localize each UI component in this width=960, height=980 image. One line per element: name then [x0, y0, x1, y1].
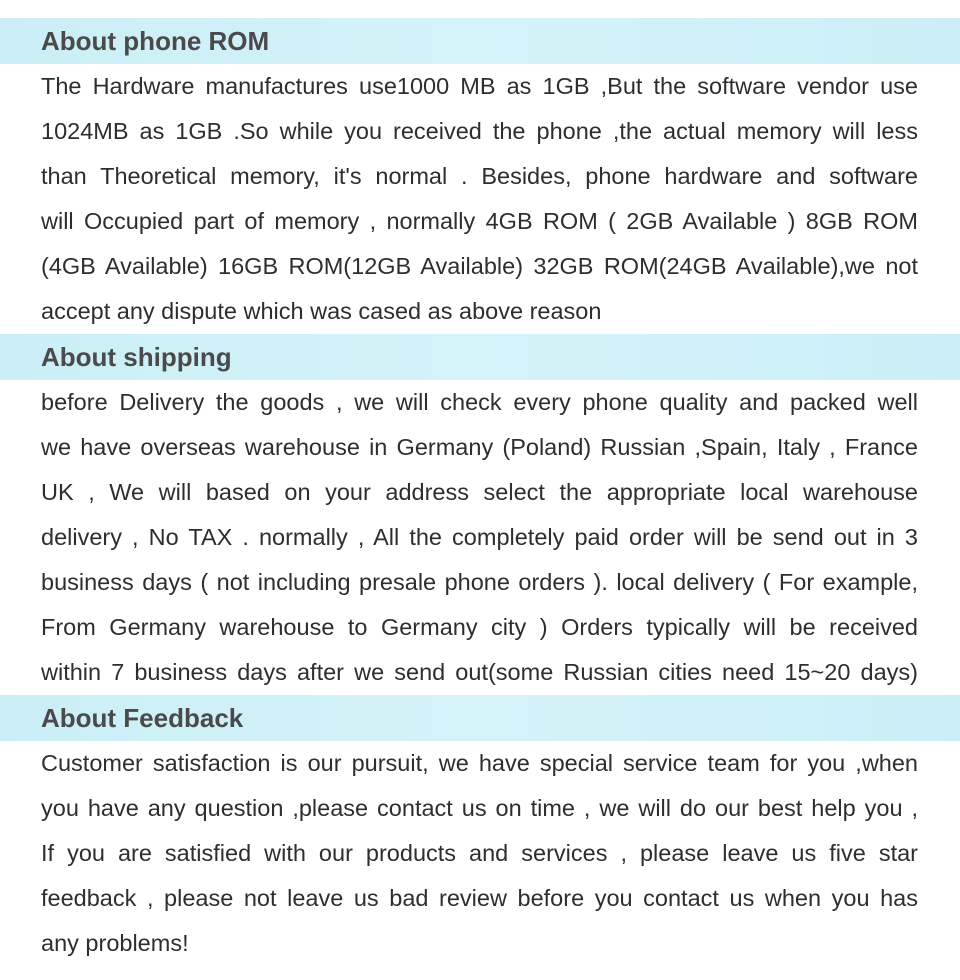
paragraph-line: feedback , please not leave us bad review before you contact us when you has [41, 885, 918, 911]
paragraph-line: before Delivery the goods , we will check every phone quality and packed well [41, 389, 918, 415]
section-header-phone-rom [0, 18, 960, 64]
section-body-phone-rom [0, 64, 960, 334]
paragraph-line: Customer satisfaction is our pursuit, we have special service team for you ,when [41, 750, 918, 776]
section-header-shipping [0, 334, 960, 380]
paragraph-line: accept any dispute which was cased as above reason [41, 298, 602, 324]
section-phone-rom [0, 18, 960, 334]
paragraph-line: delivery , No TAX . normally , All the completely paid order will be send out in 3 [41, 524, 918, 550]
paragraph-line: than Theoretical memory, it's normal . Besides, phone hardware and software [41, 163, 918, 189]
paragraph-line: business days ( not including presale phone orders ). local delivery ( For example, [41, 569, 918, 595]
section-feedback [0, 695, 960, 966]
section-body-feedback [0, 741, 960, 966]
paragraph-line: within 7 business days after we send out(some Russian cities need 15~20 days) [41, 659, 918, 685]
paragraph-line: we have overseas warehouse in Germany (Poland) Russian ,Spain, Italy , France [41, 434, 918, 460]
paragraph-line: 1024MB as 1GB .So while you received the phone ,the actual memory will less [41, 118, 918, 144]
paragraph-line: will Occupied part of memory , normally 4GB ROM ( 2GB Available ) 8GB ROM [41, 208, 918, 234]
paragraph-line: you have any question ,please contact us on time , we will do our best help you , [41, 795, 918, 821]
section-title: About Feedback [41, 702, 244, 733]
paragraph-line: The Hardware manufactures use1000 MB as 1GB ,But the software vendor use [41, 73, 918, 99]
paragraph-line: (4GB Available) 16GB ROM(12GB Available) 32GB ROM(24GB Available),we not [41, 253, 918, 279]
paragraph-line: any problems! [41, 930, 189, 956]
section-title: About shipping [41, 341, 232, 372]
section-header-feedback [0, 695, 960, 741]
section-title: About phone ROM [41, 25, 270, 56]
paragraph-line: From Germany warehouse to Germany city ) Orders typically will be received [41, 614, 918, 640]
section-body-shipping [0, 380, 960, 695]
section-shipping [0, 334, 960, 695]
paragraph-line: If you are satisfied with our products and services , please leave us five star [41, 840, 918, 866]
paragraph-line: UK , We will based on your address select the appropriate local warehouse [41, 479, 918, 505]
